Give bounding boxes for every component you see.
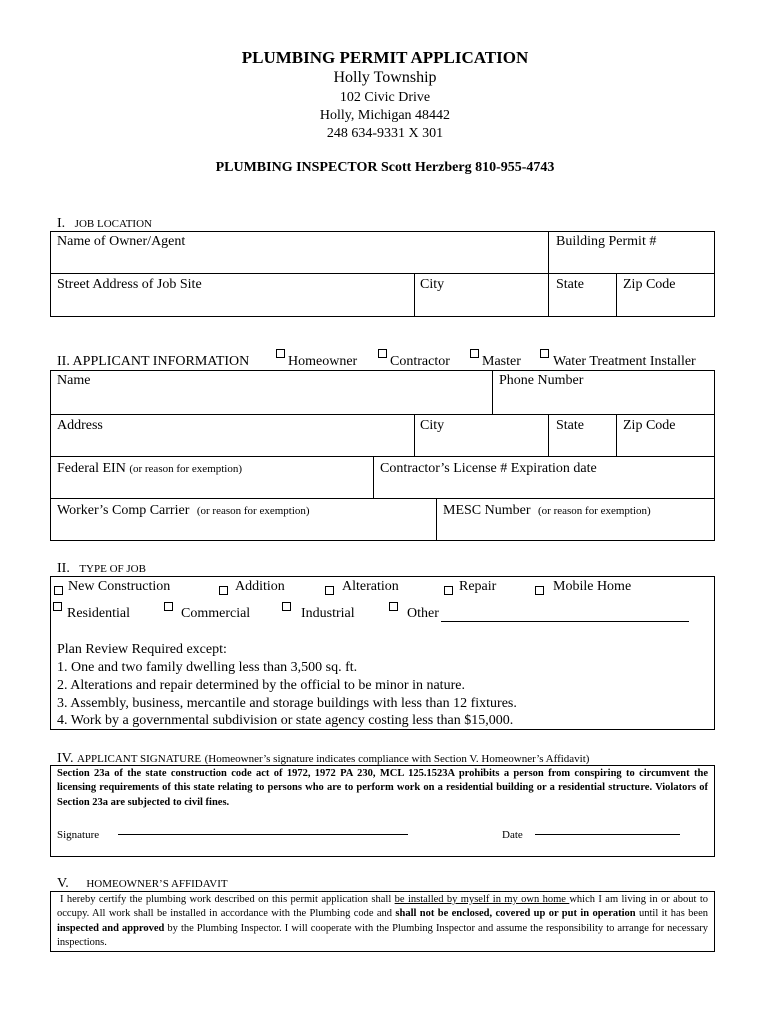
addition-label: Addition [235,579,285,594]
affidavit-text [57,893,708,951]
master-checkbox[interactable] [470,349,479,358]
federal-ein-note: (or reason for exemption) [129,463,243,475]
other-checkbox[interactable] [389,602,398,611]
job-location-section-label: JOB LOCATION [74,218,152,230]
new-construction-checkbox[interactable] [54,586,63,595]
date-line[interactable] [535,834,680,835]
applicant-section-heading: II. APPLICANT INFORMATION [57,354,250,369]
workers-comp-note: (or reason for exemption) [196,505,310,517]
statute-notice-text: Section 23a of the state construction code act of 1972, 1972 PA 230, MCL 125.1523A prohibits a person from conspiring to circumvent the licensing requirements of this state relating to persons who are to perform work on a residential building or a residential structure. Violators of Section 23a are subjected to civil fines [57,768,708,808]
addition-checkbox[interactable] [219,586,228,595]
job-type-heading [57,561,146,577]
industrial-checkbox[interactable] [282,602,291,611]
exception-item: 4. Work by a governmental subdivision or state agency costing less than $15,000. [57,713,514,728]
statute-notice: Section 23a of the state construction code act of 1972, 1972 PA 230, MCL 125.1523A prohibits a person from conspiring to circumvent the licensing requirements of this state relating to persons who are to perform work on a residential building or a residential structure. Violators of Section 23a are subjected to civil fines. [57,768,708,808]
water-treatment-checkbox[interactable] [540,349,549,358]
alteration-label: Alteration [342,579,399,594]
signature-section-note: (Homeowner’s signature indicates compliance with Section V. Homeowner’s Affidavit) [204,753,590,765]
inspector-line: PLUMBING INSPECTOR Scott Herzberg 810-955-4743 [215,160,555,175]
residential-label: Residential [67,606,130,621]
homeowner-label: Homeowner [288,354,358,369]
affidavit-text-4: by the Plumbing Inspector. I will cooperate with the Plumbing Inspector and assume the responsibility to arrange for necessary inspections. [57,922,708,949]
divider [436,498,437,541]
job-street-address-field[interactable]: Street Address of Job Site [57,277,202,292]
job-type-section-number: II. [57,561,70,576]
township-phone: 248 634-9331 X 301 [326,126,444,141]
affidavit-section-number: V. [57,876,69,891]
water-treatment-label: Water Treatment Installer [553,354,696,369]
other-specify-line[interactable] [441,621,689,622]
workers-comp-field[interactable] [57,503,310,519]
master-label: Master [482,354,521,369]
job-city-field[interactable]: City [420,277,445,292]
signature-line[interactable] [118,834,408,835]
exception-item: 1. One and two family dwelling less than 3,500 sq. ft. [57,660,358,675]
affidavit-bold-text-2: inspected and approved [57,922,165,934]
plan-review-heading: Plan Review Required except: [57,642,227,657]
address-line-1: 102 Civic Drive [339,90,431,105]
job-location-section-number: I. [57,216,66,231]
divider [373,456,374,498]
affidavit-bold-text-1: shall not be enclosed, covered up or put in operation [395,908,636,920]
repair-label: Repair [459,579,497,594]
applicant-zip-field[interactable]: Zip Code [623,418,676,433]
divider [616,273,617,317]
applicant-name-field[interactable]: Name [57,373,91,388]
homeowner-checkbox[interactable] [276,349,285,358]
residential-checkbox[interactable] [53,602,62,611]
divider [414,414,415,456]
divider [548,231,549,317]
new-construction-label: New Construction [68,579,171,594]
industrial-label: Industrial [301,606,355,621]
exception-item: 2. Alterations and repair determined by the official to be minor in nature. [57,678,465,693]
page-title: PLUMBING PERMIT APPLICATION [241,48,529,67]
affidavit-text-1: I hereby certify the plumbing work described on this permit application shall [60,894,395,905]
owner-agent-field[interactable]: Name of Owner/Agent [57,234,186,249]
mesc-number-field[interactable] [443,503,651,519]
commercial-checkbox[interactable] [164,602,173,611]
divider [492,370,493,414]
other-label: Other [407,606,439,621]
signature-section-number: IV. [57,751,74,766]
building-permit-field[interactable]: Building Permit # [556,234,657,249]
job-zip-field[interactable]: Zip Code [623,277,676,292]
affidavit-text-2: which I am living in or about to occupy. All work shall be installed in accordance with the Plumbing code and [57,894,708,920]
commercial-label: Commercial [181,606,251,621]
exception-item: 3. Assembly, business, mercantile and storage buildings with less than 12 fixtures. [57,696,517,711]
applicant-state-field[interactable]: State [556,418,584,433]
job-location-heading [57,216,152,232]
divider [414,273,415,317]
mobile-home-checkbox[interactable] [535,586,544,595]
federal-ein-label: Federal EIN [57,461,126,476]
job-type-section-label: TYPE OF JOB [79,563,146,575]
affidavit-section-label: HOMEOWNER’S AFFIDAVIT [86,878,228,890]
repair-checkbox[interactable] [444,586,453,595]
divider [50,456,715,457]
township-name: Holly Township [333,69,437,86]
divider [616,414,617,456]
job-state-field[interactable]: State [556,277,584,292]
applicant-phone-field[interactable]: Phone Number [499,373,584,388]
divider [50,498,715,499]
mobile-home-label: Mobile Home [553,579,632,594]
contractor-checkbox[interactable] [378,349,387,358]
address-line-2: Holly, Michigan 48442 [319,108,451,123]
divider [548,414,549,456]
affidavit-underlined-text: be installed by myself in my own home [394,894,570,905]
signature-label: Signature [57,829,100,841]
mesc-number-label: MESC Number [443,503,531,518]
alteration-checkbox[interactable] [325,586,334,595]
contractor-label: Contractor [390,354,450,369]
applicant-city-field[interactable]: City [420,418,445,433]
affidavit-heading [57,876,228,892]
federal-ein-field[interactable] [57,461,242,477]
contractor-license-field[interactable]: Contractor’s License # Expiration date [380,461,597,476]
signature-section-label: APPLICANT SIGNATURE [76,753,202,765]
mesc-number-note: (or reason for exemption) [538,505,651,517]
applicant-address-field[interactable]: Address [57,418,103,433]
affidavit-text-3: until it has been [635,908,708,920]
date-label: Date [502,829,523,841]
workers-comp-label: Worker’s Comp Carrier [57,503,190,518]
